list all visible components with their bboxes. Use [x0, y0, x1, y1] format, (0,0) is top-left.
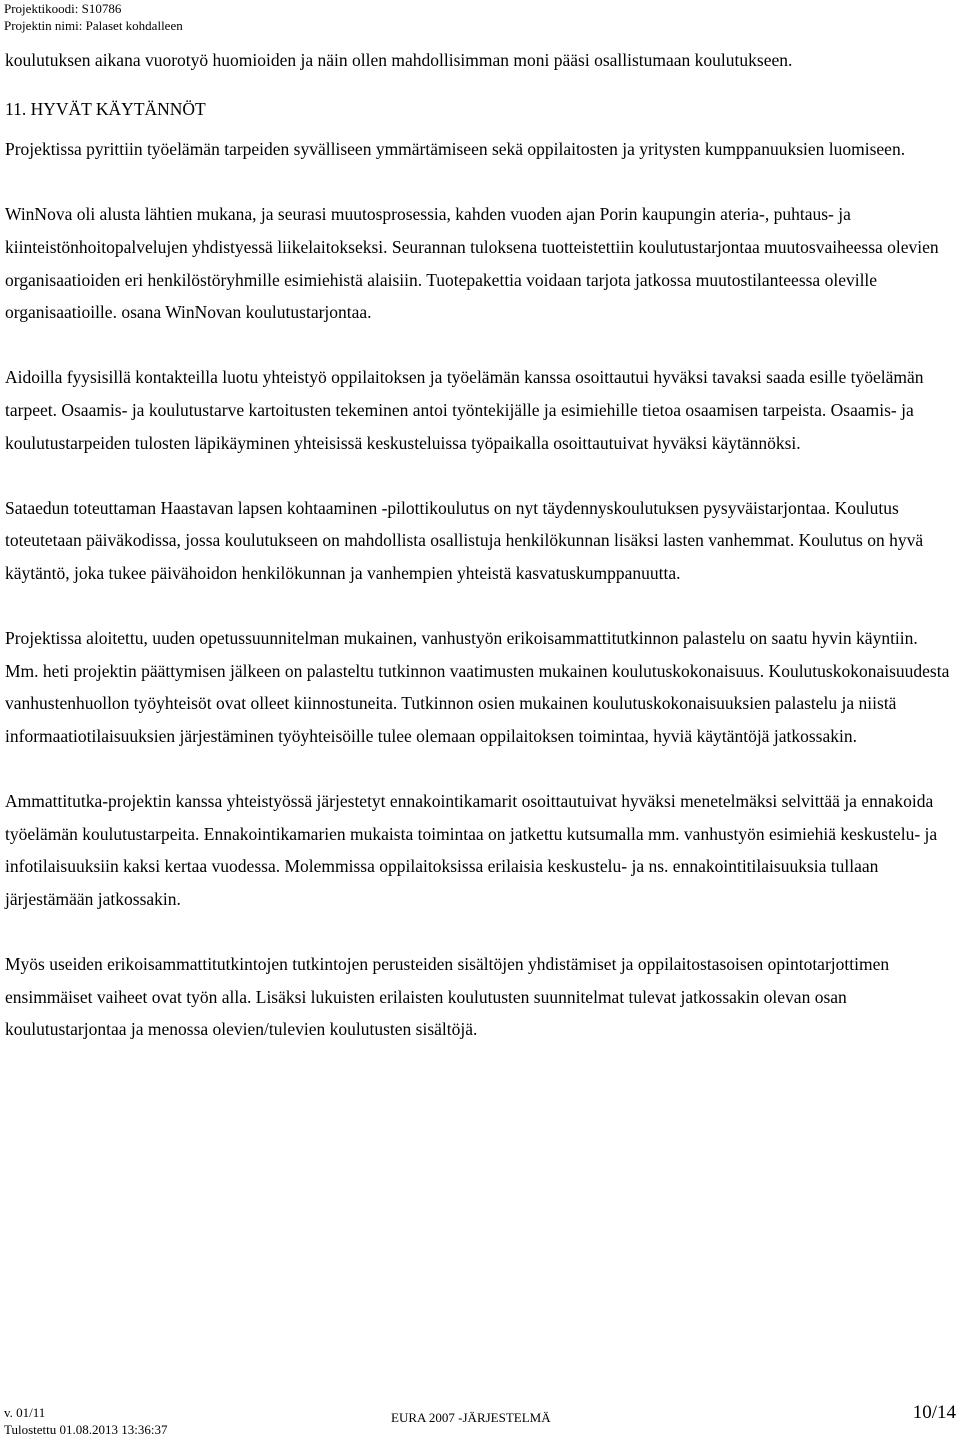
project-name: Projektin nimi: Palaset kohdalleen [4, 18, 183, 33]
paragraph-1: Projektissa pyrittiin työelämän tarpeiden syvälliseen ymmärtämiseen sekä oppilaitosten ja yritysten kumppanuuksien luomiseen. [5, 139, 906, 160]
paragraph-6: Ammattitutka-projektin kanssa yhteistyössä järjestetyt ennakointikamarit osoittautuivat hyväksi menetelmäksi selvittää ja ennakoida työelämän koulutustarpeita. Ennakointikamarien mukaista toimintaa on jatkettu kutsumalla mm. vanhustyön esimiehiä keskustelu- ja infotilaisuuksiin kaksi kertaa vuodessa. Molemmissa oppilaitoksissa erilaisia keskustelu- ja ns. ennakointitilaisuuksia tullaan järjestämään jatkossakin. [5, 791, 938, 909]
page-footer-left [4, 1404, 167, 1438]
section-heading: 11. HYVÄT KÄYTÄNNÖT [5, 98, 206, 119]
document-body [5, 44, 955, 1078]
project-code: Projektikoodi: S10786 [4, 1, 122, 16]
version-label: v. 01/11 [4, 1405, 46, 1420]
paragraph-3: Aidoilla fyysisillä kontakteilla luotu yhteistyö oppilaitoksen ja työelämän kanssa osoittautui hyväksi tavaksi saada esille työelämän tarpeet. Osaamis- ja koulutustarve kartoitusten tekeminen antoi työntekijälle ja esimiehille tietoa osaamisen tarpeista. Osaamis- ja koulutustarpeiden tulosten läpikäyminen yhteisissä keskusteluissa työpaikalla osoittautuivat hyväksi käytännöksi. [5, 367, 924, 453]
paragraph-7: Myös useiden erikoisammattitutkintojen tutkintojen perusteiden sisältöjen yhdistämiset ja oppilaitostasoisen opintotarjottimen ensimmäiset vaiheet ovat työn alla. Lisäksi lukuisten erilaisten koulutusten suunnitelmat tulevat jatkossakin olevan osan koulutustarjontaa ja menossa olevien/tulevien koulutusten sisältöjä. [5, 954, 890, 1040]
paragraph-4: Sataedun toteuttaman Haastavan lapsen kohtaaminen -pilottikoulutus on nyt täydennyskoulutuksen pysyväistarjontaa. Koulutus toteutetaan päiväkodissa, jossa koulutukseen on mahdollista osallistuja henkilökunnan lisäksi lasten vanhemmat. Koulutus on hyvä käytäntö, joka tukee päivähoidon henkilökunnan ja vanhempien yhteistä kasvatuskumppanuutta. [5, 497, 924, 583]
paragraph-5: Projektissa aloitettu, uuden opetussuunnitelman mukainen, vanhustyön erikoisammattitutkinnon palastelu on saatu hyvin käyntiin. Mm. heti projektin päättymisen jälkeen on palasteltu tutkinnon vaatimusten mukainen koulutuskokonaisuus. Koulutuskokonaisuudesta vanhustenhuollon työyhteisöt ovat olleet kiinnostuneita. Tutkinnon osien mukainen koulutuskokonaisuuksien palastelu ja niistä informaatiotilaisuuksien järjestäminen työyhteisöille tulee olemaan oppilaitoksen toimintaa, hyviä käytäntöjä jatkossakin. [5, 628, 950, 746]
page-number: 10/14 [912, 1402, 956, 1423]
print-timestamp: Tulostettu 01.08.2013 13:36:37 [4, 1422, 168, 1437]
system-name: EURA 2007 -JÄRJESTELMÄ [391, 1410, 551, 1425]
paragraph-continued: koulutuksen aikana vuorotyö huomioiden ja näin ollen mahdollisimman moni pääsi osallistumaan koulutukseen. [5, 50, 793, 70]
page-header [4, 0, 183, 34]
paragraph-2: WinNova oli alusta lähtien mukana, ja seurasi muutosprosessia, kahden vuoden ajan Porin kaupungin ateria-, puhtaus- ja kiinteistönhoitopalvelujen yhdistyessä liikelaitokseksi. Seurannan tuloksena tuotteistettiin koulutustarjontaa muutosvaiheessa olevien organisaatioiden eri henkilöstöryhmille esimiehistä alaisiin. Tuotepakettia voidaan tarjota jatkossa muutostilanteessa oleville organisaatioille. osana WinNovan koulutustarjontaa. [5, 204, 939, 323]
